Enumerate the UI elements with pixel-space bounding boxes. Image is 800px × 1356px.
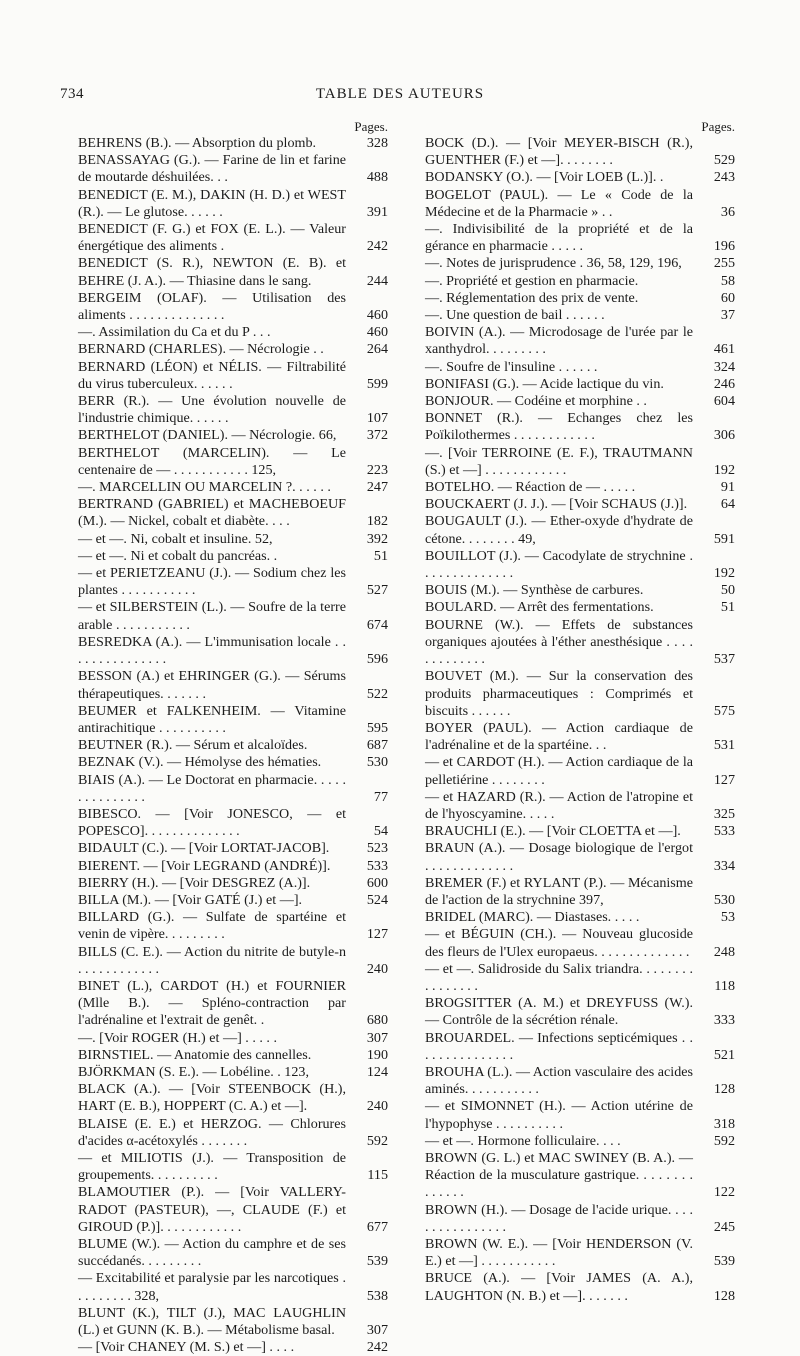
index-entry — [425, 754, 735, 788]
entry-page-number: 36 — [720, 203, 735, 220]
entry-page-number: 118 — [714, 977, 735, 994]
entry-text: BONIFASI (G.). — Acide lactique du vin. — [425, 375, 664, 392]
index-entry — [78, 445, 388, 479]
entry-text: — et PERIETZEANU (J.). — Sodium chez les plantes . . . . . . . . . . . — [78, 565, 346, 599]
index-entry — [78, 858, 388, 875]
entry-page-number: 595 — [366, 719, 388, 736]
index-entry — [78, 324, 388, 341]
entry-page-number: 182 — [366, 513, 388, 530]
entry-page-number: 307 — [366, 1322, 388, 1339]
index-entry — [425, 789, 735, 823]
entry-text: —. [Voir ROGER (H.) et —] . . . . . — [78, 1029, 277, 1046]
index-entry — [425, 961, 735, 995]
index-entry — [425, 1030, 735, 1064]
index-entry — [425, 479, 735, 496]
index-entry — [425, 823, 735, 840]
entry-text: BERGEIM (OLAF). — Utilisation des aliments . . . . . . . . . . . . . . — [78, 289, 346, 324]
index-entry — [78, 737, 388, 754]
entry-page-number: 60 — [720, 289, 735, 306]
entry-text: BOUGAULT (J.). — Ether-oxyde d'hydrate de cétone. . . . . . . . 49, — [425, 513, 693, 547]
page-header — [60, 86, 740, 106]
entry-text: — et —. Hormone folliculaire. . . . — [425, 1132, 621, 1149]
index-entry — [425, 273, 735, 290]
entry-text: BENEDICT (F. G.) et FOX (E. L.). — Valeur énergétique des aliments . — [78, 221, 346, 255]
entry-text: BIBESCO. — [Voir JONESCO, — et POPESCO]. . . . . . . . . . . . . . — [78, 805, 346, 840]
entry-text: BROWN (H.). — Dosage de l'acide urique. . . . . . . . . . . . . . . . — [425, 1201, 693, 1235]
entry-page-number: 677 — [366, 1218, 388, 1235]
entry-text: BROUHA (L.). — Action vasculaire des acides aminés. . . . . . . . . . . — [425, 1063, 693, 1098]
entry-text: — et SIMONNET (H.). — Action utérine de l'hypophyse . . . . . . . . . . — [425, 1098, 693, 1132]
entry-page-number: 334 — [713, 857, 735, 874]
entry-page-number: 488 — [366, 169, 388, 186]
index-entry — [78, 634, 388, 668]
entry-page-number: 91 — [720, 479, 735, 496]
entry-page-number: 460 — [366, 324, 388, 341]
entry-text: BIERRY (H.). — [Voir DESGREZ (A.)]. — [78, 874, 311, 891]
index-entry — [78, 978, 388, 1030]
index-entry — [78, 152, 388, 186]
index-entry — [78, 255, 388, 289]
entry-page-number: 64 — [720, 496, 735, 513]
entry-text: BOGELOT (PAUL). — Le « Code de la Médecine et de la Pharmacie » . . — [425, 186, 693, 220]
entry-text: —. MARCELLIN OU MARCELIN ?. . . . . . — [78, 479, 331, 496]
entry-text: —. Assimilation du Ca et du P . . . — [78, 324, 271, 341]
entry-text: —. [Voir TERROINE (E. F.), TRAUTMANN (S.) et —] . . . . . . . . . . . . — [425, 444, 693, 478]
entry-page-number: 333 — [713, 1012, 735, 1029]
entry-text: BOUCKAERT (J. J.). — [Voir SCHAUS (J.)]. — [425, 496, 688, 513]
entry-page-number: 328 — [366, 135, 388, 151]
entry-page-number: 242 — [366, 1339, 388, 1356]
index-entry — [78, 548, 388, 565]
entry-page-number: 524 — [366, 891, 388, 908]
index-entry — [78, 427, 388, 444]
entry-page-number: 242 — [366, 238, 388, 255]
entry-text: BREMER (F.) et RYLANT (P.). — Mécanisme de l'action de la strychnine 397, — [425, 874, 693, 908]
entry-text: —. Réglementation des prix de vente. — [425, 289, 639, 306]
entry-text: BRIDEL (MARC). — Diastases. . . . . — [425, 909, 640, 926]
index-entry — [425, 926, 735, 960]
entry-text: — et —. Salidroside du Salix triandra. . . . . . . . . . . . . . . . — [425, 960, 693, 994]
entry-page-number: 523 — [366, 840, 388, 857]
left-column — [78, 119, 388, 1356]
entry-page-number: 127 — [713, 771, 735, 788]
index-entry — [78, 772, 388, 806]
index-entry — [425, 445, 735, 479]
entry-page-number: 128 — [713, 1081, 735, 1098]
entry-page-number: 533 — [713, 823, 735, 840]
entry-page-number: 592 — [366, 1132, 388, 1149]
index-entry — [78, 806, 388, 840]
entry-text: BOURNE (W.). — Effets de substances organiques ajoutées à l'éther anesthésique . . . . . . . . . . . . . — [425, 616, 693, 668]
entry-text: — Excitabilité et paralysie par les narcotiques . . . . . . . . . 328, — [78, 1270, 346, 1304]
entry-page-number: 127 — [366, 926, 388, 943]
entry-text: BOYER (PAUL). — Action cardiaque de l'adrénaline et de la spartéine. . . — [425, 719, 693, 754]
entry-text: BILLARD (G.). — Sulfate de spartéine et venin de vipère. . . . . . . . . — [78, 909, 346, 943]
author-index-list-left — [78, 135, 388, 1356]
index-entry — [425, 324, 735, 358]
entry-text: BONNET (R.). — Echanges chez les Poïkilothermes . . . . . . . . . . . . — [425, 410, 693, 444]
index-entry — [78, 1150, 388, 1184]
entry-text: BIERENT. — [Voir LEGRAND (ANDRÉ)]. — [78, 857, 331, 874]
entry-page-number: 391 — [366, 203, 388, 220]
index-entry — [425, 410, 735, 444]
index-entry — [425, 599, 735, 616]
entry-page-number: 522 — [366, 685, 388, 702]
index-entry — [425, 617, 735, 669]
entry-page-number: 324 — [713, 358, 735, 375]
entry-page-number: 115 — [367, 1167, 388, 1184]
index-entry — [78, 341, 388, 358]
entry-text: BRAUCHLI (E.). — [Voir CLOETTA et —]. — [425, 823, 681, 840]
index-entry — [78, 359, 388, 393]
entry-text: BOTELHO. — Réaction de — . . . . . — [425, 479, 636, 496]
entry-page-number: 122 — [713, 1184, 735, 1201]
entry-text: BLAISE (E. E.) et HERZOG. — Chlorures d'acides α-acétoxylés . . . . . . . — [78, 1115, 346, 1149]
entry-text: —. Soufre de l'insuline . . . . . . — [425, 358, 598, 375]
index-entry — [78, 221, 388, 255]
pages-label-left: Pages. — [354, 119, 388, 134]
entry-page-number: 599 — [366, 375, 388, 392]
entry-text: BIAIS (A.). — Le Doctorat en pharmacie. . . . . . . . . . . . . . . — [78, 771, 346, 805]
index-entry — [78, 668, 388, 702]
entry-page-number: 307 — [366, 1029, 388, 1046]
entry-page-number: 680 — [366, 1012, 388, 1029]
index-entry — [425, 909, 735, 926]
entry-page-number: 538 — [366, 1287, 388, 1304]
entry-page-number: 51 — [720, 599, 735, 616]
entry-page-number: 461 — [713, 341, 735, 358]
entry-text: BLAMOUTIER (P.). — [Voir VALLERY-RADOT (PASTEUR), —, CLAUDE (F.) et GIROUD (P.)]. . . . . . . . . . . . — [78, 1184, 346, 1235]
index-entry — [78, 1305, 388, 1339]
index-entry — [425, 1133, 735, 1150]
entry-text: — et SILBERSTEIN (L.). — Soufre de la terre arable . . . . . . . . . . . — [78, 599, 346, 633]
entry-page-number: 54 — [373, 823, 388, 840]
index-entry — [78, 1116, 388, 1150]
index-entry — [78, 187, 388, 221]
index-entry — [78, 1270, 388, 1304]
entry-page-number: 192 — [713, 565, 735, 582]
entry-text: — [Voir CHANEY (M. S.) et —] . . . . — [78, 1339, 295, 1356]
index-entry — [425, 582, 735, 599]
entry-page-number: 531 — [713, 737, 735, 754]
entry-text: BOIVIN (A.). — Microdosage de l'urée par le xanthydrol. . . . . . . . . — [425, 324, 693, 358]
entry-text: BOCK (D.). — [Voir MEYER-BISCH (R.), GUENTHER (F.) et —]. . . . . . . . — [425, 135, 693, 169]
entry-page-number: 460 — [366, 307, 388, 324]
entry-page-number: 539 — [366, 1253, 388, 1270]
index-entry — [425, 307, 735, 324]
index-entry — [78, 599, 388, 633]
index-entry — [78, 1339, 388, 1356]
index-entry — [78, 1030, 388, 1047]
entry-page-number: 674 — [366, 616, 388, 633]
index-entry — [425, 668, 735, 720]
entry-text: BERTRAND (GABRIEL) et MACHEBOEUF (M.). — Nickel, cobalt et diabète. . . . — [78, 496, 346, 530]
index-entry — [425, 875, 735, 909]
index-entry — [78, 1184, 388, 1236]
index-entry — [78, 565, 388, 599]
index-entry — [78, 703, 388, 737]
index-entry — [425, 1098, 735, 1132]
entry-text: BEUTNER (R.). — Sérum et alcaloïdes. — [78, 737, 308, 754]
entry-page-number: 124 — [366, 1063, 388, 1080]
entry-page-number: 51 — [373, 547, 388, 564]
index-entry — [78, 496, 388, 530]
entry-text: BENEDICT (S. R.), NEWTON (E. B). et BEHRE (J. A.). — Thiasine dans le sang. — [78, 255, 346, 289]
entry-page-number: 530 — [366, 754, 388, 771]
entry-text: BLUME (W.). — Action du camphre et de ses succédanés. . . . . . . . . — [78, 1236, 346, 1270]
index-entry — [78, 531, 388, 548]
entry-page-number: 240 — [366, 960, 388, 977]
entry-page-number: 600 — [366, 874, 388, 891]
entry-text: BENEDICT (E. M.), DAKIN (H. D.) et WEST (R.). — Le glutose. . . . . . — [78, 186, 346, 220]
entry-page-number: 245 — [713, 1218, 735, 1235]
index-entry — [425, 548, 735, 582]
entry-text: BILLS (C. E.). — Action du nitrite de butyle-n . . . . . . . . . . . . — [78, 943, 346, 977]
entry-text: BIDAULT (C.). — [Voir LORTAT-JACOB]. — [78, 840, 330, 857]
index-entry — [78, 892, 388, 909]
index-entry — [78, 909, 388, 943]
entry-text: BJÖRKMAN (S. E.). — Lobéline. . 123, — [78, 1063, 309, 1080]
entry-page-number: 192 — [713, 461, 735, 478]
entry-page-number: 128 — [713, 1287, 735, 1304]
entry-text: BRAUN (A.). — Dosage biologique de l'ergot . . . . . . . . . . . . . — [425, 840, 693, 874]
entry-page-number: 575 — [713, 702, 735, 719]
index-entry — [78, 135, 388, 152]
entry-text: BERNARD (LÉON) et NÉLIS. — Filtrabilité du virus tuberculeux. . . . . . — [78, 358, 346, 392]
entry-page-number: 264 — [366, 341, 388, 358]
entry-page-number: 223 — [366, 461, 388, 478]
entry-page-number: 240 — [366, 1098, 388, 1115]
index-entry — [425, 169, 735, 186]
entry-text: BROWN (W. E.). — [Voir HENDERSON (V. E.) et —] . . . . . . . . . . . — [425, 1236, 693, 1270]
entry-text: BERTHELOT (MARCELIN). — Le centenaire de — . . . . . . . . . . . 125, — [78, 444, 346, 478]
entry-page-number: 190 — [366, 1046, 388, 1063]
entry-text: —. Propriété et gestion en pharmacie. — [425, 272, 639, 289]
entry-text: BOULARD. — Arrêt des fermentations. — [425, 599, 654, 616]
author-index-list-right — [425, 135, 735, 1305]
entry-page-number: 247 — [366, 479, 388, 496]
index-entry — [425, 513, 735, 547]
index-entry — [78, 1236, 388, 1270]
entry-page-number: 592 — [713, 1132, 735, 1149]
entry-text: — et BÉGUIN (CH.). — Nouveau glucoside des fleurs de l'Ulex europaeus. . . . . . . . . . . . . . — [425, 926, 693, 960]
entry-page-number: 107 — [366, 410, 388, 427]
entry-text: BROWN (G. L.) et MAC SWINEY (B. A.). — Réaction de la musculature gastrique. . . . . . . . . . . . . . — [425, 1149, 693, 1201]
entry-text: — et MILIOTIS (J.). — Transposition de groupements. . . . . . . . . . — [78, 1149, 346, 1184]
entry-page-number: 243 — [713, 169, 735, 186]
entry-page-number: 37 — [720, 307, 735, 324]
entry-text: BINET (L.), CARDOT (H.) et FOURNIER (Mlle B.). — Spléno-contraction par l'adrénaline et l'extrait de genêt. . — [78, 977, 346, 1029]
entry-text: BEZNAK (V.). — Hémolyse des hématies. — [78, 754, 322, 771]
page-number: 734 — [60, 86, 84, 102]
entry-text: — et —. Ni, cobalt et insuline. 52, — [78, 530, 273, 547]
entry-page-number: 529 — [713, 152, 735, 169]
entry-page-number: 318 — [713, 1115, 735, 1132]
index-entry — [78, 944, 388, 978]
entry-text: BEHRENS (B.). — Absorption du plomb. — [78, 135, 317, 151]
index-entry — [425, 995, 735, 1029]
entry-text: BILLA (M.). — [Voir GATÉ (J.) et —]. — [78, 891, 303, 908]
entry-page-number: 248 — [713, 943, 735, 960]
entry-page-number: 521 — [713, 1046, 735, 1063]
entry-page-number: 687 — [366, 737, 388, 754]
entry-text: BIRNSTIEL. — Anatomie des cannelles. — [78, 1046, 312, 1063]
index-entry — [78, 840, 388, 857]
entry-page-number: 533 — [366, 857, 388, 874]
index-entry — [425, 720, 735, 754]
entry-page-number: 196 — [713, 238, 735, 255]
index-entry — [425, 1202, 735, 1236]
pages-label-right: Pages. — [701, 119, 735, 134]
entry-text: BLUNT (K.), TILT (J.), MAC LAUGHLIN (L.) et GUNN (K. B.). — Métabolisme basal. — [78, 1304, 346, 1339]
entry-text: BOUILLOT (J.). — Cacodylate de strychnine . . . . . . . . . . . . . . — [425, 547, 693, 582]
page-title: TABLE DES AUTEURS — [315, 86, 485, 102]
right-column — [425, 119, 735, 1305]
index-entry — [425, 1236, 735, 1270]
entry-text: BOUVET (M.). — Sur la conservation des produits pharmaceutiques : Comprimés et biscuits . . . . . . — [425, 668, 693, 719]
index-entry — [78, 393, 388, 427]
entry-text: BESSON (A.) et EHRINGER (G.). — Sérums thérapeutiques. . . . . . . — [78, 668, 346, 702]
index-entry — [78, 1064, 388, 1081]
entry-text: BERTHELOT (DANIEL). — Nécrologie. 66, — [78, 427, 337, 444]
entry-text: — et HAZARD (R.). — Action de l'atropine et de l'hyoscyamine. . . . . — [425, 788, 693, 822]
entry-text: BROGSITTER (A. M.) et DREYFUSS (W.). — Contrôle de la sécrétion rénale. — [425, 995, 693, 1029]
index-entry — [78, 1081, 388, 1115]
entry-page-number: 372 — [366, 427, 388, 444]
index-entry — [425, 187, 735, 221]
index-entry — [78, 754, 388, 771]
index-entry — [425, 359, 735, 376]
entry-text: BLACK (A.). — [Voir STEENBOCK (H.), HART (E. B.), HOPPERT (C. A.) et —]. — [78, 1081, 346, 1115]
entry-page-number: 530 — [713, 891, 735, 908]
entry-page-number: 392 — [366, 530, 388, 547]
index-entry — [425, 496, 735, 513]
entry-text: —. Une question de bail . . . . . . — [425, 307, 605, 324]
entry-text: BERR (R.). — Une évolution nouvelle de l'industrie chimique. . . . . . — [78, 393, 346, 427]
entry-page-number: 77 — [373, 788, 388, 805]
entry-page-number: 539 — [713, 1253, 735, 1270]
entry-page-number: 596 — [366, 651, 388, 668]
entry-text: BONJOUR. — Codéine et morphine . . — [425, 393, 647, 410]
entry-text: —. Indivisibilité de la propriété et de la gérance en pharmacie . . . . . — [425, 221, 693, 255]
entry-page-number: 50 — [720, 582, 735, 599]
entry-text: — et CARDOT (H.). — Action cardiaque de la pelletiérine . . . . . . . . — [425, 754, 693, 788]
entry-text: BEUMER et FALKENHEIM. — Vitamine antirachitique . . . . . . . . . . — [78, 702, 346, 736]
entry-text: BODANSKY (O.). — [Voir LOEB (L.)]. . — [425, 169, 664, 186]
index-entry — [425, 255, 735, 272]
entry-text: BOUIS (M.). — Synthèse de carbures. — [425, 582, 644, 599]
index-entry — [425, 1064, 735, 1098]
entry-text: BROUARDEL. — Infections septicémiques . . . . . . . . . . . . . . . — [425, 1029, 693, 1063]
index-entry — [78, 479, 388, 496]
index-entry — [425, 290, 735, 307]
entry-page-number: 325 — [713, 805, 735, 822]
entry-page-number: 58 — [720, 272, 735, 289]
entry-text: — et —. Ni et cobalt du pancréas. . — [78, 547, 278, 564]
index-entry — [425, 1150, 735, 1202]
entry-page-number: 537 — [713, 651, 735, 668]
index-entry — [78, 290, 388, 324]
index-entry — [78, 875, 388, 892]
entry-page-number: 255 — [713, 255, 735, 272]
entry-page-number: 306 — [713, 427, 735, 444]
index-entry — [425, 393, 735, 410]
index-entry — [425, 1270, 735, 1304]
index-entry — [425, 135, 735, 169]
index-entry — [425, 840, 735, 874]
entry-page-number: 527 — [366, 582, 388, 599]
index-entry — [425, 376, 735, 393]
entry-page-number: 604 — [713, 393, 735, 410]
index-entry — [425, 221, 735, 255]
entry-text: —. Notes de jurisprudence . 36, 58, 129, 196, — [425, 255, 682, 272]
entry-page-number: 591 — [713, 530, 735, 547]
entry-page-number: 246 — [713, 375, 735, 392]
entry-text: BRUCE (A.). — [Voir JAMES (A. A.), LAUGHTON (N. B.) et —]. . . . . . . — [425, 1270, 693, 1304]
entry-text: BERNARD (CHARLES). — Nécrologie . . — [78, 341, 324, 358]
entry-text: BENASSAYAG (G.). — Farine de lin et farine de moutarde déshuilées. . . — [78, 152, 346, 186]
entry-page-number: 53 — [720, 909, 735, 926]
index-entry — [78, 1047, 388, 1064]
entry-page-number: 244 — [366, 272, 388, 289]
entry-text: BESREDKA (A.). — L'immunisation locale . . . . . . . . . . . . . . . — [78, 633, 346, 668]
